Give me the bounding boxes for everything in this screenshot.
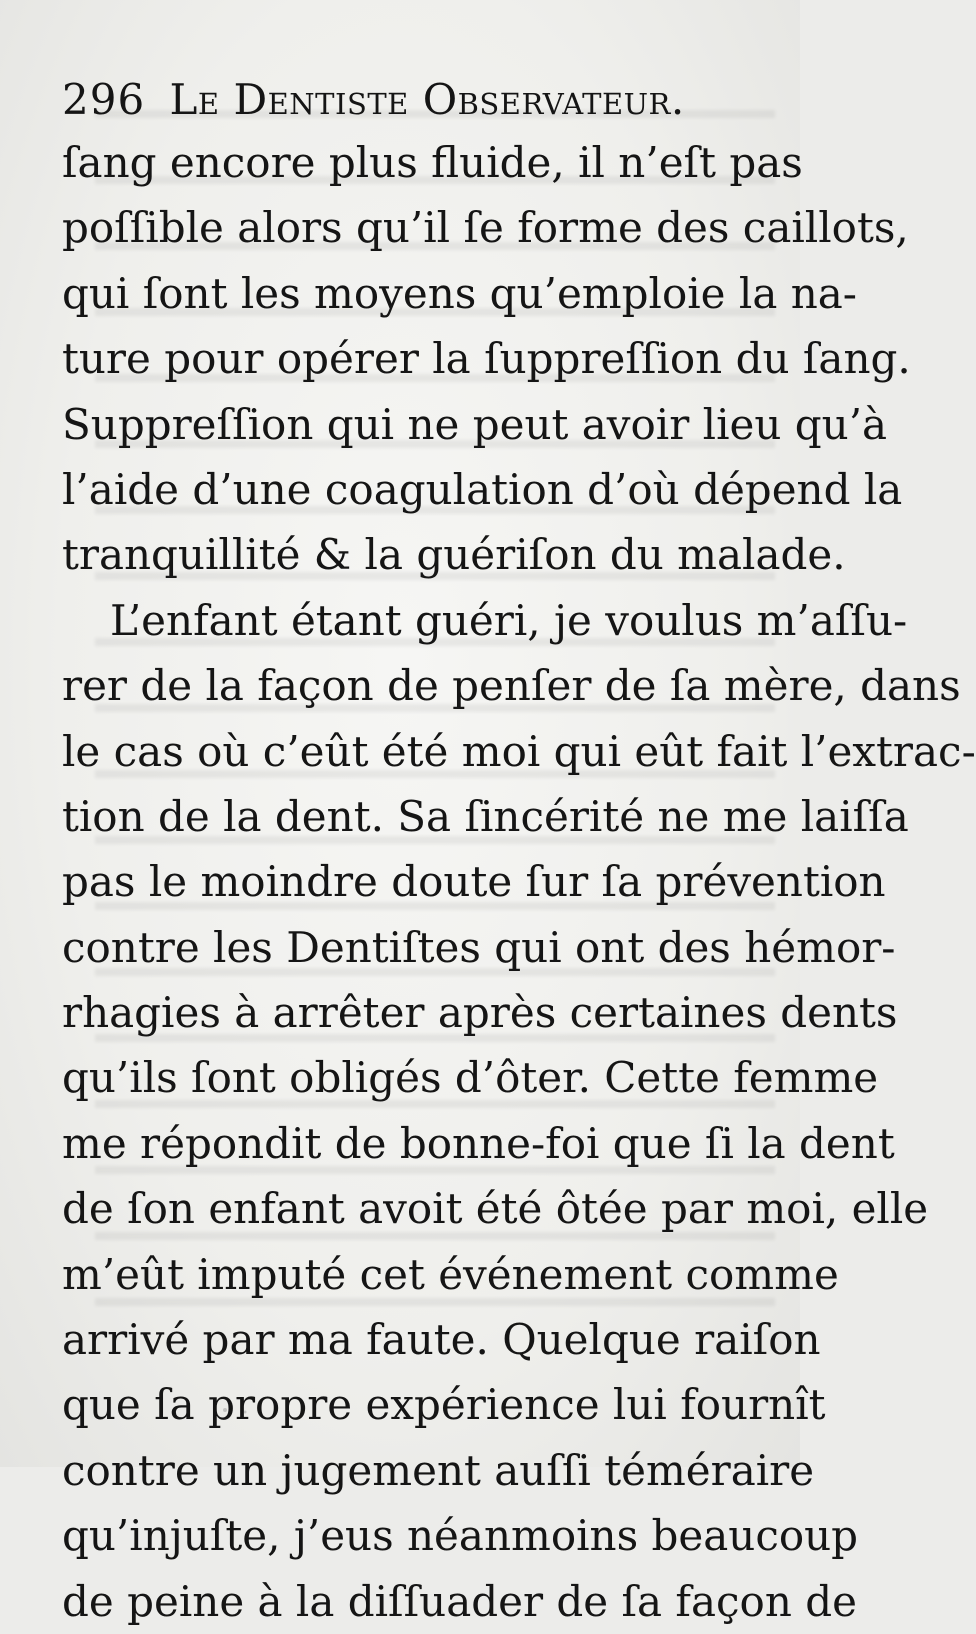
text-line: ſang encore plus fluide, il n’eſt pas <box>62 138 803 187</box>
body-text <box>62 130 976 1626</box>
page-header <box>62 70 742 130</box>
text-line: l’aide d’une coagulation d’où dépend la <box>62 464 903 514</box>
text-line: me répondit de bonne-foi que ſi la dent <box>62 1118 895 1168</box>
text-line: de peine à la diſſuader de ſa façon de <box>62 1576 857 1626</box>
text-line: rhagies à arrêter après certaines dents <box>62 988 898 1038</box>
paragraph-start-line: L’enfant étant guéri, je voulus m’aſſu- <box>110 595 908 645</box>
text-line: contre un jugement auſſi téméraire <box>62 1445 815 1495</box>
text-line: Suppreſſion qui ne peut avoir lieu qu’à <box>62 399 888 449</box>
text-line: ture pour opérer la ſuppreſſion du ſang. <box>62 334 911 384</box>
text-line: rer de la façon de penſer de ſa mère, dans <box>62 661 961 711</box>
text-line: m’eût imputé cet événement comme <box>62 1249 839 1299</box>
text-line: qu’ils ſont obligés d’ôter. Cette femme <box>62 1053 879 1103</box>
print-smudge <box>215 1400 275 1420</box>
text-line: arrivé par ma faute. Quelque raiſon <box>62 1315 821 1365</box>
text-line: pas le moindre doute ſur ſa prévention <box>62 857 886 907</box>
text-line: contre les Dentiſtes qui ont des hémor- <box>62 922 896 972</box>
text-line: qui ſont les moyens qu’emploie la na- <box>62 268 857 318</box>
text-line: de ſon enfant avoit été ôtée par moi, elle <box>62 1184 929 1234</box>
page-number: 296 <box>62 75 146 124</box>
text-line: tion de la dent. Sa ſincérité ne me laiſſa <box>62 791 909 841</box>
text-line: poſſible alors qu’il ſe forme des caillots, <box>62 203 909 253</box>
paragraph-end-line: tranquillité & la guériſon du malade. <box>62 530 846 580</box>
text-line: que ſa propre expérience lui fournît <box>62 1380 826 1430</box>
text-line: le cas où c’eût été moi qui eût fait l’extrac- <box>62 726 976 776</box>
running-title: Le Dentiste Observateur. <box>169 75 685 124</box>
text-line: qu’injuſte, j’eus néanmoins beaucoup <box>62 1511 859 1561</box>
